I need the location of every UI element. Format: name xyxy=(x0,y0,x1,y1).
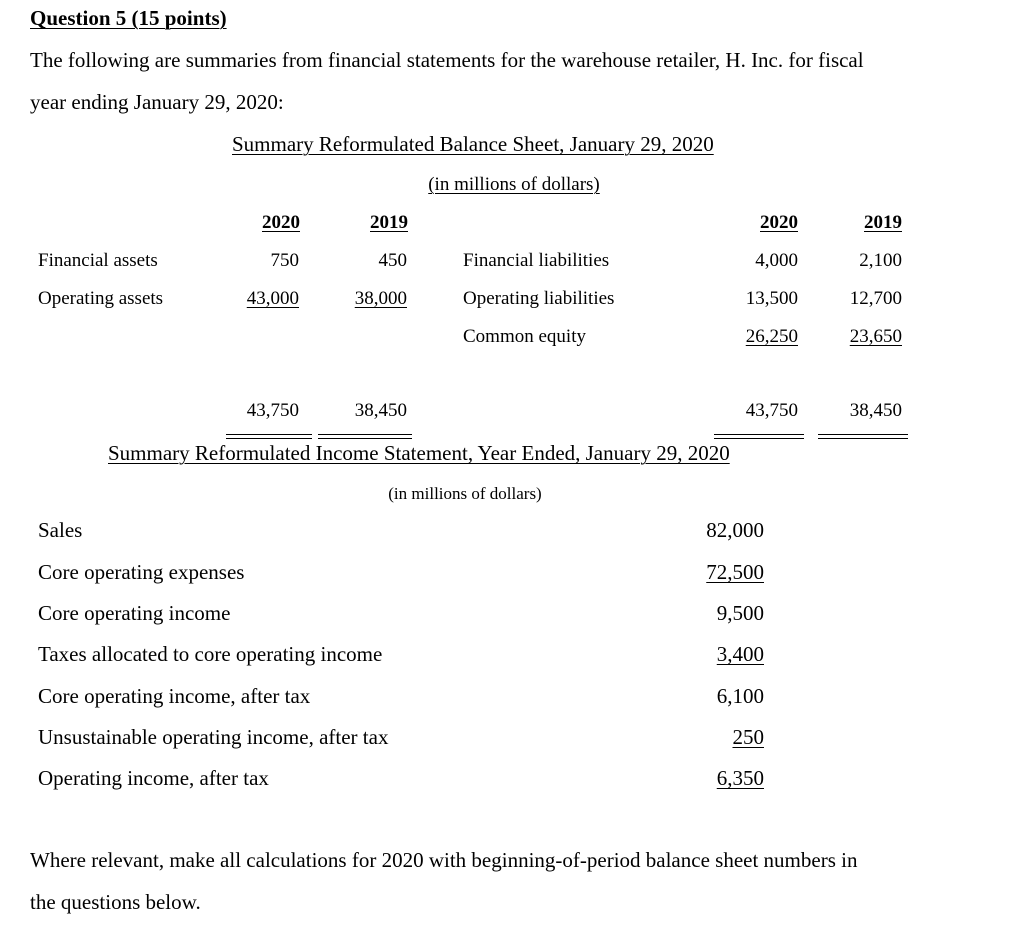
footer-line-1: Where relevant, make all calculations for 2020 with beginning-of-period balance sheet numbers in xyxy=(30,848,858,872)
asset-value-2020: 43,000 xyxy=(246,288,299,309)
bs-liab-year-2019-header: 2019 xyxy=(864,212,902,233)
question-title: Question 5 (15 points) xyxy=(30,6,227,30)
liability-value-2020: 26,250 xyxy=(745,326,798,347)
balance-sheet-title: Summary Reformulated Balance Sheet, January 29, 2020 xyxy=(232,132,714,156)
asset-value-2020: 750 xyxy=(270,250,299,271)
income-statement-units: (in millions of dollars) xyxy=(388,484,542,503)
income-row-label: Core operating income, after tax xyxy=(38,684,311,708)
income-row-value: 6,100 xyxy=(716,684,764,708)
bs-assets-year-2020-header: 2020 xyxy=(262,212,300,233)
income-row-value: 6,350 xyxy=(716,766,764,790)
asset-value-2019: 450 xyxy=(378,250,407,271)
liability-value-2020: 13,500 xyxy=(745,288,798,309)
income-row-label: Operating income, after tax xyxy=(38,766,269,790)
total-liabilities-2019: 38,450 xyxy=(849,400,902,421)
liability-value-2019: 12,700 xyxy=(849,288,902,309)
total-assets-2019: 38,450 xyxy=(354,400,407,421)
income-row-label: Sales xyxy=(38,518,83,542)
income-row-label: Core operating income xyxy=(38,601,231,625)
income-row-value: 82,000 xyxy=(706,518,764,542)
asset-value-2019: 38,000 xyxy=(354,288,407,309)
income-row-label: Unsustainable operating income, after tax xyxy=(38,725,389,749)
intro-line-2: year ending January 29, 2020: xyxy=(30,90,284,114)
asset-label: Operating assets xyxy=(38,288,164,309)
liability-label: Operating liabilities xyxy=(463,288,615,309)
footer-line-2: the questions below. xyxy=(30,890,201,914)
total-liabilities-2020-double-rule xyxy=(714,434,804,439)
total-assets-2019-double-rule xyxy=(318,434,412,439)
asset-label: Financial assets xyxy=(38,250,158,271)
income-statement-title: Summary Reformulated Income Statement, Year Ended, January 29, 2020 xyxy=(108,441,730,465)
liability-label: Financial liabilities xyxy=(463,250,610,271)
total-liabilities-2020: 43,750 xyxy=(745,400,798,421)
income-row-value: 250 xyxy=(732,725,764,749)
liability-value-2019: 2,100 xyxy=(859,250,902,271)
liability-label: Common equity xyxy=(463,326,586,347)
income-row-label: Taxes allocated to core operating income xyxy=(38,642,383,666)
income-row-value: 3,400 xyxy=(716,642,764,666)
income-row-label: Core operating expenses xyxy=(38,560,245,584)
liability-value-2019: 23,650 xyxy=(849,326,902,347)
total-assets-2020-double-rule xyxy=(226,434,312,439)
total-assets-2020: 43,750 xyxy=(246,400,299,421)
income-row-value: 9,500 xyxy=(716,601,764,625)
bs-assets-year-2019-header: 2019 xyxy=(370,212,408,233)
balance-sheet-units: (in millions of dollars) xyxy=(428,174,600,195)
bs-liab-year-2020-header: 2020 xyxy=(760,212,798,233)
income-row-value: 72,500 xyxy=(706,560,764,584)
liability-value-2020: 4,000 xyxy=(755,250,798,271)
total-liabilities-2019-double-rule xyxy=(818,434,908,439)
intro-line-1: The following are summaries from financial statements for the warehouse retailer, H. Inc. for fiscal xyxy=(30,48,864,72)
